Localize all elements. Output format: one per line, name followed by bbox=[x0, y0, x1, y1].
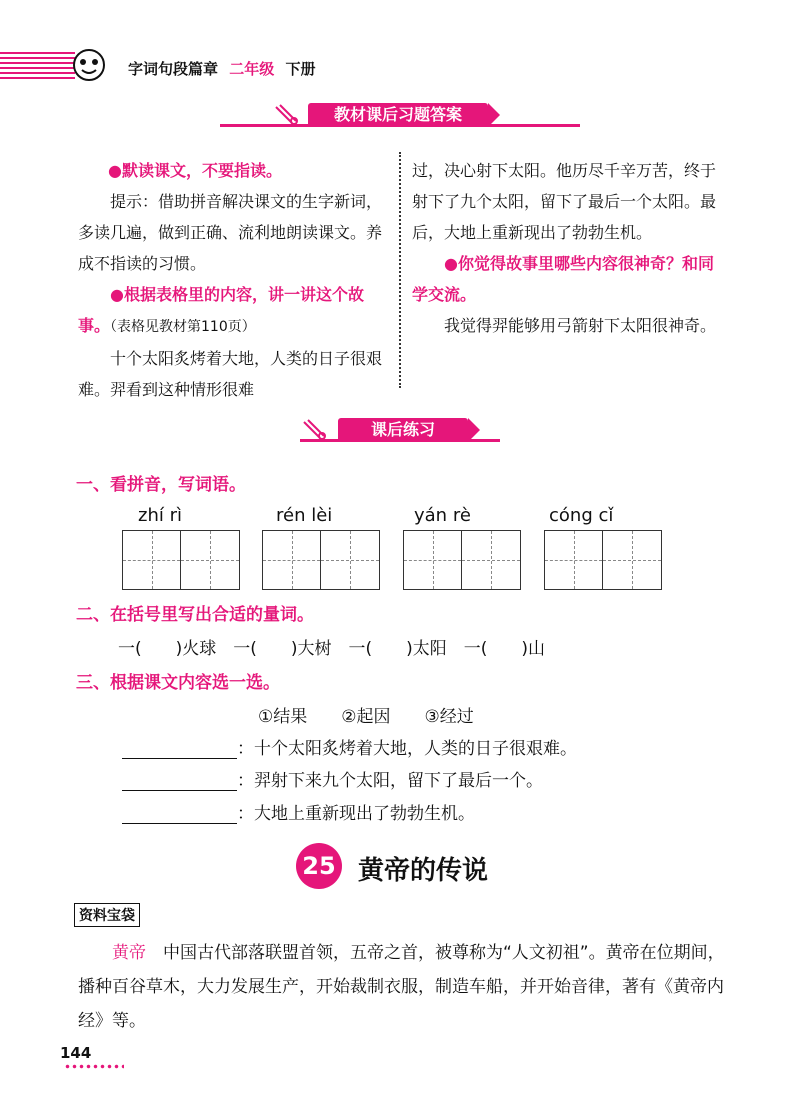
exercise-banner bbox=[300, 418, 500, 442]
right-column bbox=[412, 155, 727, 341]
choice-options: ①结果 ②起因 ③经过 bbox=[258, 707, 474, 727]
writing-grid-3[interactable] bbox=[403, 530, 521, 590]
running-header bbox=[128, 58, 322, 79]
answer-blank-3[interactable] bbox=[122, 805, 237, 824]
choice-row-2-text: ：羿射下来九个太阳，留下了最后一个。 bbox=[237, 771, 543, 791]
page-number-dots bbox=[64, 1064, 124, 1069]
writing-grid-4[interactable] bbox=[544, 530, 662, 590]
answer-1: 提示：借助拼音解决课文的生字新词，多读几遍，做到正确、流利地朗读课文。养成不指读的习惯。 bbox=[78, 192, 383, 273]
resource-box-label: 资料宝袋 bbox=[74, 903, 140, 927]
lesson-title: 黄帝的传说 bbox=[358, 856, 489, 886]
choice-row-1 bbox=[122, 734, 577, 759]
pinyin-4: cóng cǐ bbox=[549, 505, 614, 526]
resource-body: 中国古代部落联盟首领，五帝之首，被尊称为“人文初祖”。黄帝在位期间，播种百谷草木，大力发展生产，开始裁制衣服，制造车船，并开始音律，著有《黄帝内经》等。 bbox=[78, 943, 725, 1031]
exercise-2-title: 二、在括号里写出合适的量词。 bbox=[76, 605, 314, 625]
answer-blank-1[interactable] bbox=[122, 740, 237, 759]
resource-text bbox=[78, 936, 730, 1038]
page-number: 144 bbox=[60, 1044, 92, 1062]
choice-row-1-text: ：十个太阳炙烤着大地，人类的日子很艰难。 bbox=[237, 739, 577, 759]
exercise-1-title: 一、看拼音，写词语。 bbox=[76, 475, 246, 495]
pinyin-1: zhí rì bbox=[138, 505, 182, 526]
writing-grid-1[interactable] bbox=[122, 530, 240, 590]
exercise-banner-title: 课后练习 bbox=[338, 418, 468, 442]
lesson-number-badge: 25 bbox=[296, 843, 342, 889]
answer-2-continued: 过，决心射下太阳。他历尽千辛万苦，终于射下了九个太阳，留下了最后一个太阳。最后，大地上重新现出了勃勃生机。 bbox=[412, 161, 717, 242]
answer-blank-2[interactable] bbox=[122, 772, 237, 791]
column-divider bbox=[399, 152, 401, 388]
question-2-note: （表格见教材第110页） bbox=[110, 319, 256, 335]
exercise-3-title: 三、根据课文内容选一选。 bbox=[76, 673, 280, 693]
question-1: ●默读课文，不要指读。 bbox=[108, 161, 282, 180]
answer-2: 十个太阳炙烤着大地，人类的日子很艰难。羿看到这种情形很难 bbox=[78, 349, 383, 399]
writing-grid-2[interactable] bbox=[262, 530, 380, 590]
header-volume: 下册 bbox=[285, 60, 316, 78]
answer-3: 我觉得羿能够用弓箭射下太阳很神奇。 bbox=[444, 316, 717, 335]
answers-banner-title: 教材课后习题答案 bbox=[308, 103, 488, 127]
question-2: ●根据表格里的内容，讲一讲这个故事。 bbox=[78, 285, 364, 335]
header-grade: 二年级 bbox=[229, 60, 275, 78]
mascot-icon bbox=[72, 48, 106, 82]
left-column bbox=[78, 155, 388, 405]
header-stripes bbox=[0, 52, 75, 80]
resource-term: 黄帝 bbox=[112, 943, 146, 963]
header-book: 字词句段篇章 bbox=[128, 60, 219, 78]
answers-banner bbox=[220, 103, 580, 127]
choice-row-3 bbox=[122, 799, 475, 824]
choice-row-2 bbox=[122, 766, 543, 791]
pinyin-3: yán rè bbox=[414, 505, 471, 526]
measure-word-line[interactable]: 一( )火球 一( )大树 一( )太阳 一( )山 bbox=[118, 639, 546, 659]
question-3: ●你觉得故事里哪些内容很神奇？和同学交流。 bbox=[412, 254, 714, 304]
choice-row-3-text: ：大地上重新现出了勃勃生机。 bbox=[237, 804, 475, 824]
pinyin-2: rén lèi bbox=[276, 505, 333, 526]
